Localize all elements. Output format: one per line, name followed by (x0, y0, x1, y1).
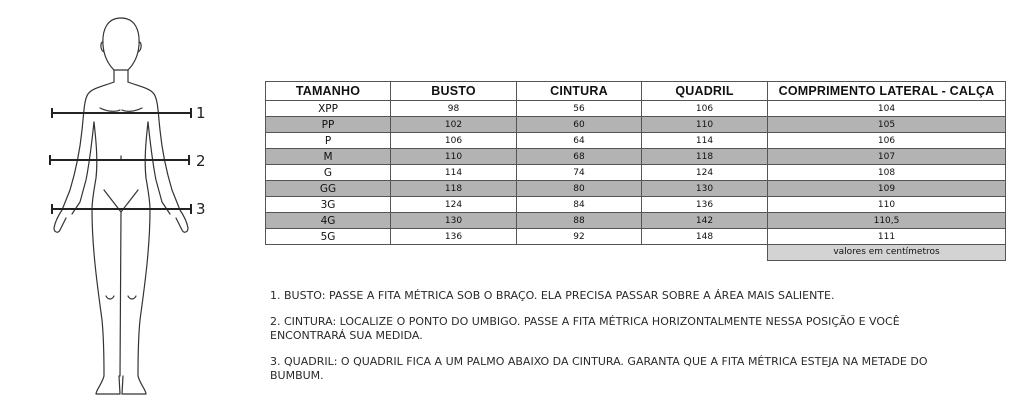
cell-cintura: 64 (517, 133, 642, 149)
cell-comprimento: 111 (768, 229, 1006, 245)
cell-comprimento: 110 (768, 197, 1006, 213)
units-note: valores em centímetros (768, 245, 1006, 261)
cell-comprimento: 108 (768, 165, 1006, 181)
cell-quadril: 142 (642, 213, 768, 229)
marker-2: 2 (196, 152, 206, 170)
cell-busto: 114 (391, 165, 517, 181)
cell-comprimento: 109 (768, 181, 1006, 197)
cell-busto: 124 (391, 197, 517, 213)
cell-comprimento: 104 (768, 101, 1006, 117)
cell-quadril: 124 (642, 165, 768, 181)
cell-busto: 136 (391, 229, 517, 245)
cell-comprimento: 107 (768, 149, 1006, 165)
cell-cintura: 74 (517, 165, 642, 181)
cell-comprimento: 105 (768, 117, 1006, 133)
marker-3: 3 (196, 200, 206, 218)
cell-size: 3G (266, 197, 391, 213)
cell-cintura: 80 (517, 181, 642, 197)
table-note-row (266, 245, 1006, 261)
header-cintura: CINTURA (517, 82, 642, 101)
header-quadril: QUADRIL (642, 82, 768, 101)
table-row (266, 213, 1006, 229)
cell-quadril: 136 (642, 197, 768, 213)
cell-size: 5G (266, 229, 391, 245)
cell-size: P (266, 133, 391, 149)
cell-cintura: 92 (517, 229, 642, 245)
measurement-instructions (270, 289, 970, 395)
cell-comprimento: 110,5 (768, 213, 1006, 229)
header-comprimento: COMPRIMENTO LATERAL - CALÇA (768, 82, 1006, 101)
table-row (266, 181, 1006, 197)
cell-quadril: 118 (642, 149, 768, 165)
cell-size: M (266, 149, 391, 165)
table-row (266, 133, 1006, 149)
cell-size: PP (266, 117, 391, 133)
header-tamanho: TAMANHO (266, 82, 391, 101)
marker-1: 1 (196, 104, 206, 122)
cell-size: GG (266, 181, 391, 197)
cell-quadril: 130 (642, 181, 768, 197)
instruction-cintura: 2. CINTURA: LOCALIZE O PONTO DO UMBIGO. PASSE A FITA MÉTRICA HORIZONTALMENTE NESSA POSIÇÃO E VOCÊ ENCONTRARÁ SUA MEDIDA. (270, 315, 900, 342)
cell-size: XPP (266, 101, 391, 117)
table-row (266, 101, 1006, 117)
table-row (266, 165, 1006, 181)
table-row (266, 149, 1006, 165)
cell-quadril: 114 (642, 133, 768, 149)
cell-busto: 110 (391, 149, 517, 165)
table-header-row (266, 82, 1006, 101)
cell-quadril: 106 (642, 101, 768, 117)
cell-busto: 98 (391, 101, 517, 117)
cell-quadril: 110 (642, 117, 768, 133)
body-silhouette-icon (0, 0, 240, 418)
cell-comprimento: 106 (768, 133, 1006, 149)
instruction-busto: 1. BUSTO: PASSE A FITA MÉTRICA SOB O BRAÇO. ELA PRECISA PASSAR SOBRE A ÁREA MAIS SALIENTE. (270, 289, 835, 302)
cell-quadril: 148 (642, 229, 768, 245)
cell-cintura: 84 (517, 197, 642, 213)
instruction-quadril: 3. QUADRIL: O QUADRIL FICA A UM PALMO ABAIXO DA CINTURA. GARANTA QUE A FITA MÉTRICA ESTEJA NA METADE DO BUMBUM. (270, 355, 928, 382)
header-busto: BUSTO (391, 82, 517, 101)
cell-busto: 106 (391, 133, 517, 149)
cell-cintura: 60 (517, 117, 642, 133)
cell-cintura: 68 (517, 149, 642, 165)
cell-size: 4G (266, 213, 391, 229)
table-row (266, 117, 1006, 133)
table-row (266, 229, 1006, 245)
size-table (265, 81, 1006, 261)
cell-size: G (266, 165, 391, 181)
cell-cintura: 56 (517, 101, 642, 117)
table-row (266, 197, 1006, 213)
body-figure-illustration (0, 0, 240, 418)
cell-cintura: 88 (517, 213, 642, 229)
cell-busto: 118 (391, 181, 517, 197)
cell-busto: 102 (391, 117, 517, 133)
cell-busto: 130 (391, 213, 517, 229)
